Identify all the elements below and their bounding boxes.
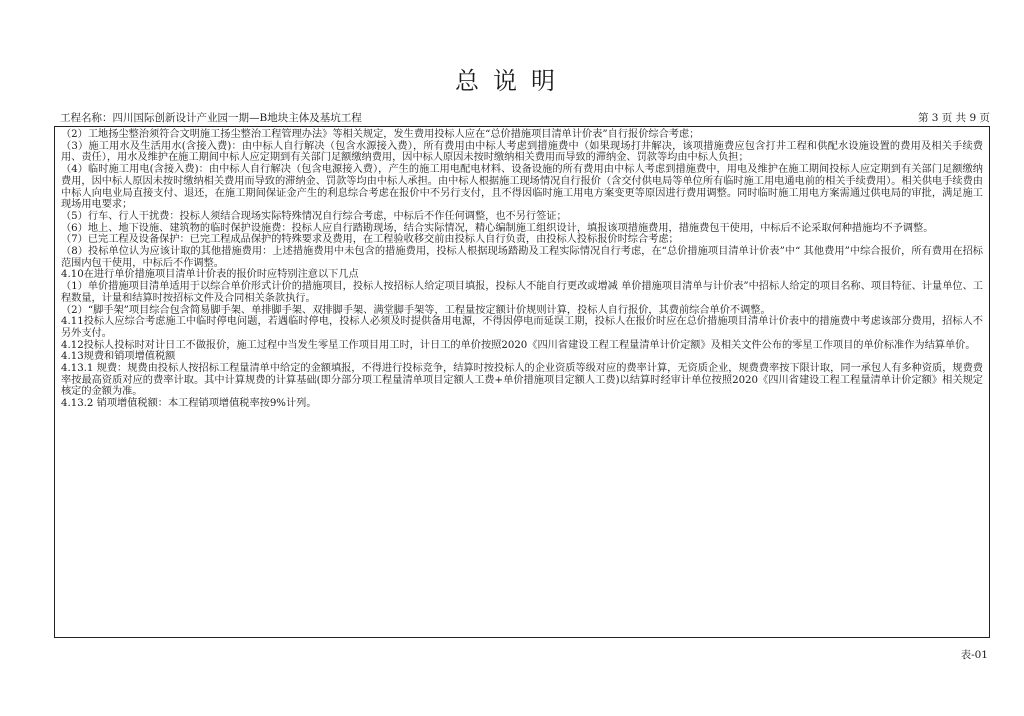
- paragraph: （6）地上、地下设施、建筑物的临时保护设施费：投标人应自行踏勘现场，结合实际情况，精心编制施工组织设计，填报该项措施费用，措施费包干使用，中标后不论采取何种措施均不予调整。: [61, 222, 934, 234]
- section-heading: 4.10在进行单价措施项目清单计价表的报价时应特别注意以下几点: [61, 269, 359, 281]
- paragraph: （1）单价措施项目清单适用于以综合单价形式计价的措施项目，投标人按招标人给定项目填报，投标人不能自行更改或增减 单价措施项目清单与计价表”中招标人给定的项目名称、项目特征、计量单位、工程数量，计量和结算时按招标文件及合同相关条款执行。: [61, 281, 983, 304]
- content-frame: [54, 126, 990, 638]
- paragraph: 4.13.1 规费：规费由投标人按招标工程量清单中给定的金额填报，不得进行投标竞争，结算时按投标人的企业资质等级对应的费率计算，无资质企业，规费费率按下限计取，同一承包人有多种资质，规费费率按最高资质对应的费率计取。其中计算规费的计算基础(即分部分项工程量清单项目定额人工费+单价措施项目定额人工费)以结算时经审计单位按照2020《四川省建设工程工程量清单计价定额》相关规定核定的金额为准。: [61, 363, 983, 398]
- paragraph: （2）工地扬尘整治须符合文明施工扬尘整治工程管理办法》等相关规定，发生费用投标人应在“总价措施项目清单计价表”自行报价综合考虑；: [61, 129, 700, 140]
- paragraph: 4.11投标人应综合考虑施工中临时停电问题，若遇临时停电，投标人必须及时提供备用电源，不得因停电而延误工期，投标人在报价时应在总价措施项目清单计价表中的措施费中考虑该部分费用，招标人不另外支付。: [61, 316, 983, 339]
- paragraph: （7）已完工程及设备保护：已完工程成品保护的特殊要求及费用，在工程验收移交前由投标人自行负责，由投标人投标报价时综合考虑；: [61, 234, 679, 246]
- paragraph: （2）“脚手架”项目综合包含简易脚手架、单排脚手架、双排脚手架、满堂脚手架等，工程量按定额计价规则计算，投标人自行报价，其费前综合单价不调整。: [61, 304, 771, 316]
- paragraph: 4.13.2 销项增值税额：本工程销项增值税率按9%计列。: [61, 398, 317, 410]
- paragraph: 4.12投标人投标时对计日工不做报价，施工过程中当发生零星工作项目用工时，计日工的单价按照2020《四川省建设工程工程量清单计价定额》及相关文件公布的零星工作项目的单价标准作为结算单价。: [61, 339, 976, 351]
- paragraph: （4）临时施工用电(含接入费)：由中标人自行解决（包含电源接入费），产生的施工用电配电材料、设备设施的所有费用由中标人考虑到措施费中，用电及维护在施工期间投标人应定期到有关部门足额缴纳费用，因中标人原因未按时缴纳相关费用而导致的滞纳金、罚款等均由中标人承担。由中标人根据施工现场情况自行报价（含交付供电局等单位所有临时施工用电通电前的相关手续费用）。相关供电手续费由中标人向电业局直接支付、退还，在施工期间保证金产生的利息综合考虑在报价中不另行支付，且不得因临时施工用电方案变更等原因进行费用调整。同时临时施工用电方案需通过供电局的审批，满足施工现场用电要求；: [61, 164, 983, 211]
- project-name: 工程名称：四川国际创新设计产业园一期—B地块主体及基坑工程: [60, 112, 362, 124]
- page-number: 第 3 页 共 9 页: [917, 112, 990, 124]
- paragraph: （8）投标单位认为应该计取的其他措施费用：上述措施费用中未包含的措施费用，投标人根据现场踏勘及工程实际情况自行考虑，在“总价措施项目清单计价表”中“ 其他费用”中综合报价，所有费用在招标范围内包干使用，中标后不作调整。: [61, 246, 983, 269]
- section-heading: 4.13规费和销项增值税额: [61, 351, 176, 363]
- document-body: [55, 127, 989, 410]
- paragraph: （5）行车、行人干扰费：投标人须结合现场实际特殊情况自行综合考虑，中标后不作任何调整，也不另行签证；: [61, 210, 567, 222]
- page-title: 总说明: [455, 67, 569, 95]
- paragraph: （3）施工用水及生活用水(含接入费)：由中标人自行解决（包含水源接入费），所有费用由中标人考虑到措施费中（如果现场打井解决，该项措施费应包含打井工程和供配水设施设置的费用及相关手续费用、责任），用水及维护在施工期间中标人应定期到有关部门足额缴纳费用，因中标人原因未按时缴纳相关费用而导致的滞纳金、罚款等均由中标人负担；: [61, 140, 983, 164]
- form-code: 表-01: [960, 649, 988, 661]
